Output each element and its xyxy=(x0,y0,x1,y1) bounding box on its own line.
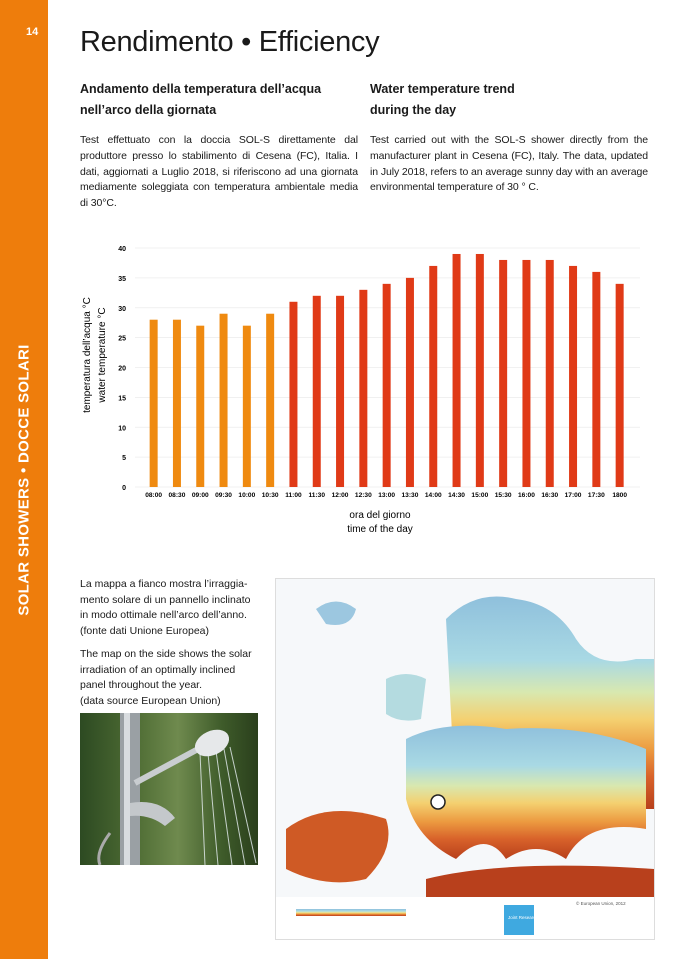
x-tick-label: 13:30 xyxy=(401,492,419,499)
x-tick-label: 17:00 xyxy=(564,492,582,499)
bar-1800 xyxy=(616,284,624,487)
bar-12:00 xyxy=(336,296,344,487)
bar-16:00 xyxy=(522,260,530,487)
x-axis-title-en: time of the day xyxy=(347,524,413,535)
shower-photo xyxy=(80,713,258,865)
bar-08:00 xyxy=(150,320,158,487)
bar-12:30 xyxy=(359,290,367,487)
bar-17:00 xyxy=(569,266,577,487)
x-tick-label: 08:30 xyxy=(168,492,186,499)
page-number: 14 xyxy=(26,26,39,38)
bar-17:30 xyxy=(592,272,600,487)
left-body: Test effettuato con la doccia SOL-S direttamente dal produttore presso lo stabilimento di Cesena (FC), Italia. I dati, aggiornati a Luglio 2018, si riferiscono ad una giornata mediamente soleggiata con temperatura ambientale media di 30°C. xyxy=(80,134,358,210)
bar-10:30 xyxy=(266,314,274,487)
x-tick-label: 09:00 xyxy=(191,492,209,499)
caption-line: The map on the side shows the solar xyxy=(80,648,252,660)
bar-09:00 xyxy=(196,326,204,487)
x-tick-label: 11:00 xyxy=(285,492,302,499)
bar-14:00 xyxy=(429,266,437,487)
x-tick-label: 14:30 xyxy=(448,492,465,499)
map-copyright: © European Union, 2012 xyxy=(576,901,626,906)
x-tick-label: 12:00 xyxy=(331,492,349,499)
x-tick-label: 17:30 xyxy=(587,492,605,499)
bar-13:30 xyxy=(406,278,414,487)
x-tick-label: 11:30 xyxy=(308,492,326,499)
shower-illustration xyxy=(80,713,258,865)
left-heading xyxy=(80,79,360,121)
side-band xyxy=(0,0,48,959)
x-tick-label: 15:30 xyxy=(494,492,512,499)
bar-13:00 xyxy=(383,284,391,487)
right-heading-line: Water temperature trend xyxy=(370,82,515,96)
y-axis-title-en: water temperature °C xyxy=(97,307,108,403)
x-tick-label: 15:00 xyxy=(471,492,489,499)
y-tick-label: 0 xyxy=(122,485,126,492)
y-tick-label: 15 xyxy=(118,395,126,403)
caption-line: La mappa a fianco mostra l’irraggia- xyxy=(80,578,248,590)
x-tick-label: 10:00 xyxy=(238,492,256,499)
y-tick-label: 25 xyxy=(118,335,126,343)
x-axis-title-it: ora del giorno xyxy=(349,510,411,521)
x-tick-label: 09:30 xyxy=(215,492,232,499)
bar-09:30 xyxy=(220,314,228,487)
caption-line: (data source European Union) xyxy=(80,694,221,707)
x-tick-label: 08:00 xyxy=(145,492,163,499)
temperature-chart xyxy=(80,235,650,535)
y-tick-label: 35 xyxy=(118,275,126,283)
map-caption-en xyxy=(80,647,265,709)
left-heading-line: Andamento della temperatura dell’acqua xyxy=(80,82,322,96)
bar-15:00 xyxy=(476,254,484,487)
bar-10:00 xyxy=(243,326,251,487)
caption-line: in modo ottimale nell’arco dell’anno. xyxy=(80,609,247,621)
x-tick-label: 14:00 xyxy=(424,492,442,499)
page-title: Rendimento • Efficiency xyxy=(80,26,380,58)
bar-08:30 xyxy=(173,320,181,487)
x-tick-label: 1800 xyxy=(612,492,627,499)
europe-solar-map xyxy=(275,578,655,940)
x-tick-label: 12:30 xyxy=(354,492,372,499)
x-tick-label: 16:30 xyxy=(541,492,559,499)
left-heading-line: nell’arco della giornata xyxy=(80,103,217,117)
right-heading-line: during the day xyxy=(370,103,457,117)
bar-15:30 xyxy=(499,260,507,487)
y-tick-label: 20 xyxy=(118,365,126,373)
y-tick-label: 30 xyxy=(118,305,126,313)
caption-line: (fonte dati Unione Europea) xyxy=(80,624,209,637)
bar-11:30 xyxy=(313,296,321,487)
y-tick-label: 40 xyxy=(118,246,126,253)
map-caption-it xyxy=(80,577,265,639)
caption-line: panel throughout the year. xyxy=(80,679,203,691)
x-tick-label: 13:00 xyxy=(378,492,396,499)
bar-14:30 xyxy=(453,254,461,487)
solar-irradiation-map xyxy=(276,579,654,939)
x-tick-label: 16:00 xyxy=(518,492,535,499)
y-axis-title-it: temperatura dell’acqua °C xyxy=(82,297,93,413)
location-pin-icon xyxy=(431,795,445,809)
caption-line: irradiation of an optimally inclined xyxy=(80,663,236,676)
right-heading xyxy=(370,79,650,121)
bar-11:00 xyxy=(289,302,297,487)
bar-16:30 xyxy=(546,260,554,487)
jrc-badge: Joint Research Centre xyxy=(508,915,553,920)
caption-line: mento solare di un pannello inclinato xyxy=(80,593,251,606)
y-tick-label: 5 xyxy=(122,455,126,463)
y-tick-label: 10 xyxy=(118,425,126,433)
right-body: Test carried out with the SOL-S shower directly from the manufacturer plant in Cesena (FC), Italy. The data, updated in July 2018, refers to an average sunny day with an average environmental temperature of 30 ° C. xyxy=(370,134,648,194)
x-tick-label: 10:30 xyxy=(261,492,279,499)
side-label: SOLAR SHOWERS • DOCCE SOLARI xyxy=(15,344,33,616)
